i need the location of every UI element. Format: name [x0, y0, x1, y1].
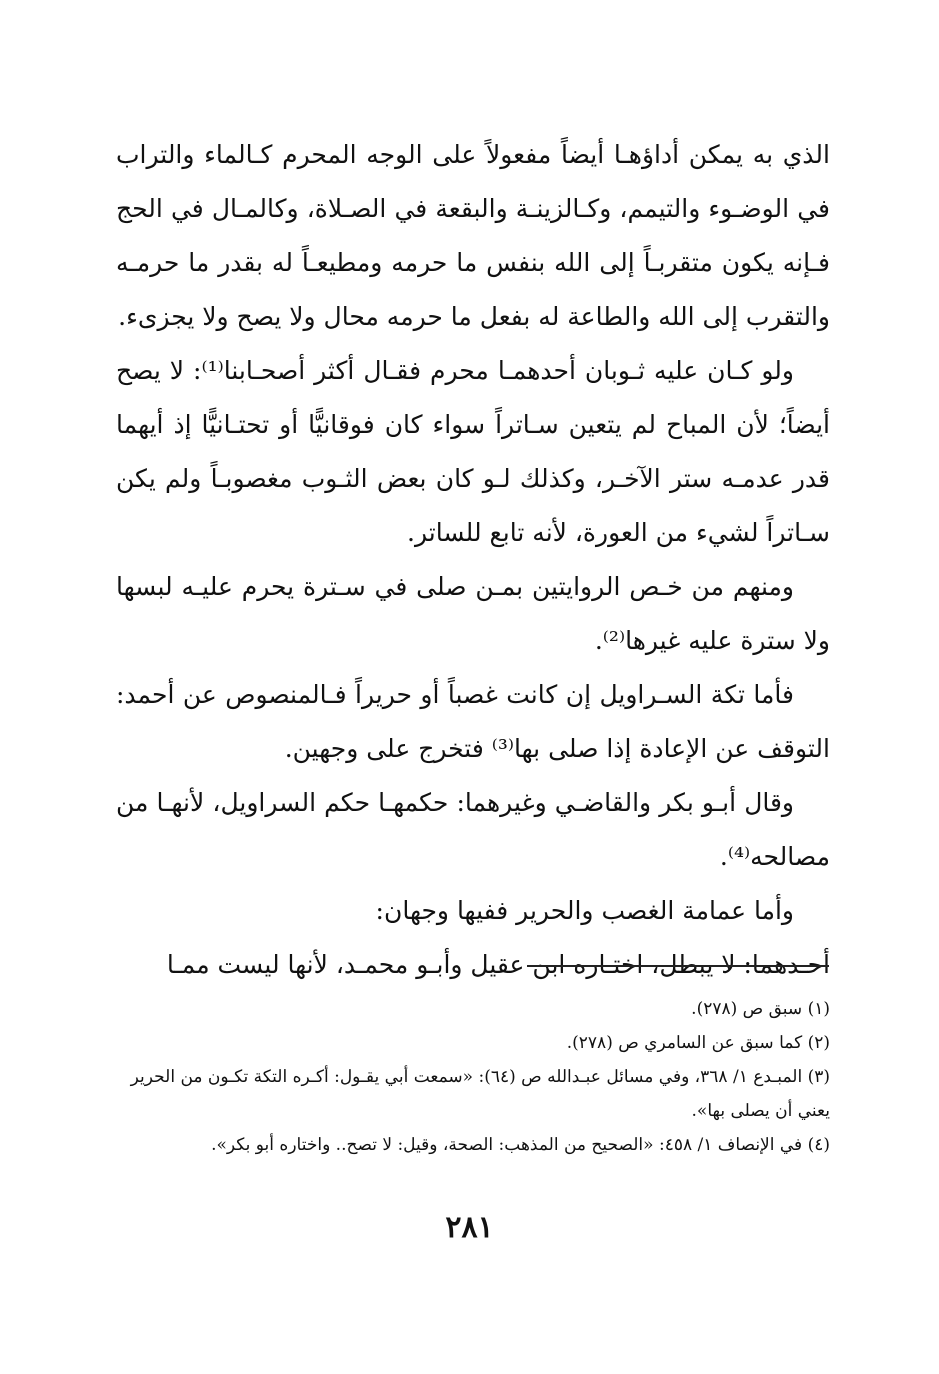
- footnote-4: (٤) في الإنصاف ١/ ٤٥٨: «الصحيح من المذهب: الصحة، وقيل: لا تصح.. واختاره أبو بكر».: [211, 1135, 830, 1155]
- footnotes: [116, 992, 830, 1162]
- footnote-3: (٣) المبـدع ١/ ٣٦٨، وفي مسائل عبـدالله ص (٦٤): «سمعت أبي يقـول: أكـره التكة تكـون من الحرير يعني أن يصلى بها».: [130, 1067, 830, 1121]
- paragraph-3: ومنهم من خـص الروايتين بمـن صلى في سـترة يحرم عليـه لبسها ولا سترة عليه غيرها⁽²⁾.: [116, 572, 830, 655]
- paragraph-1: الذي به يمكن أداؤهـا أيضاً مفعولاً على الوجه المحرم كـالماء والتراب في الوضـوء والتيمم، وكـالزينـة والبقعة في الصـلاة، وكالمـال في الحج فـإنه يكون متقربـاً إلى الله بنفس ما حرمه ومطيعـاً له بقدر ما حرمـه والتقرب إلى الله والطاعة له بفعل ما حرمه محال ولا يصح ولا يجزىء.: [116, 140, 830, 331]
- paragraph-7: أحـدهما: لا يبطل، اختـاره ابن عقيل وأبـو محمـد، لأنها ليست ممـا: [166, 950, 830, 979]
- paragraph-2: ولو كـان عليه ثـوبان أحدهمـا محرم فقـال أكثر أصحـابنا⁽¹⁾: لا يصح أيضاً؛ لأن المباح لم يتعين سـاتراً سواء كان فوقانيًّا أو تحتـانيًّا إذ أيهما قدر عدمـه ستر الآخـر، وكذلك لـو كان بعض الثـوب مغصوبـاً ولم يكن سـاتراً لشيء من العورة، لأنه تابع للساتر.: [116, 356, 830, 547]
- paragraph-4: فأما تكة السـراويل إن كانت غصباً أو حريراً فـالمنصوص عن أحمد: التوقف عن الإعادة إذا صلى بها⁽³⁾ فتخرج على وجهين.: [116, 680, 830, 763]
- footnote-2: (٢) كما سبق عن السامري ص (٢٧٨).: [566, 1033, 830, 1053]
- main-text: [116, 128, 830, 992]
- paragraph-6: وأما عمامة الغصب والحرير ففيها وجهان:: [375, 896, 794, 925]
- footnote-divider: [527, 965, 829, 967]
- page-number: ٢٨١: [445, 1210, 494, 1245]
- footnote-1: (١) سبق ص (٢٧٨).: [691, 999, 830, 1019]
- paragraph-5: وقال أبـو بكر والقاضـي وغيرهما: حكمهـا حكم السراويل، لأنهـا من مصالحه⁽⁴⁾.: [116, 788, 830, 871]
